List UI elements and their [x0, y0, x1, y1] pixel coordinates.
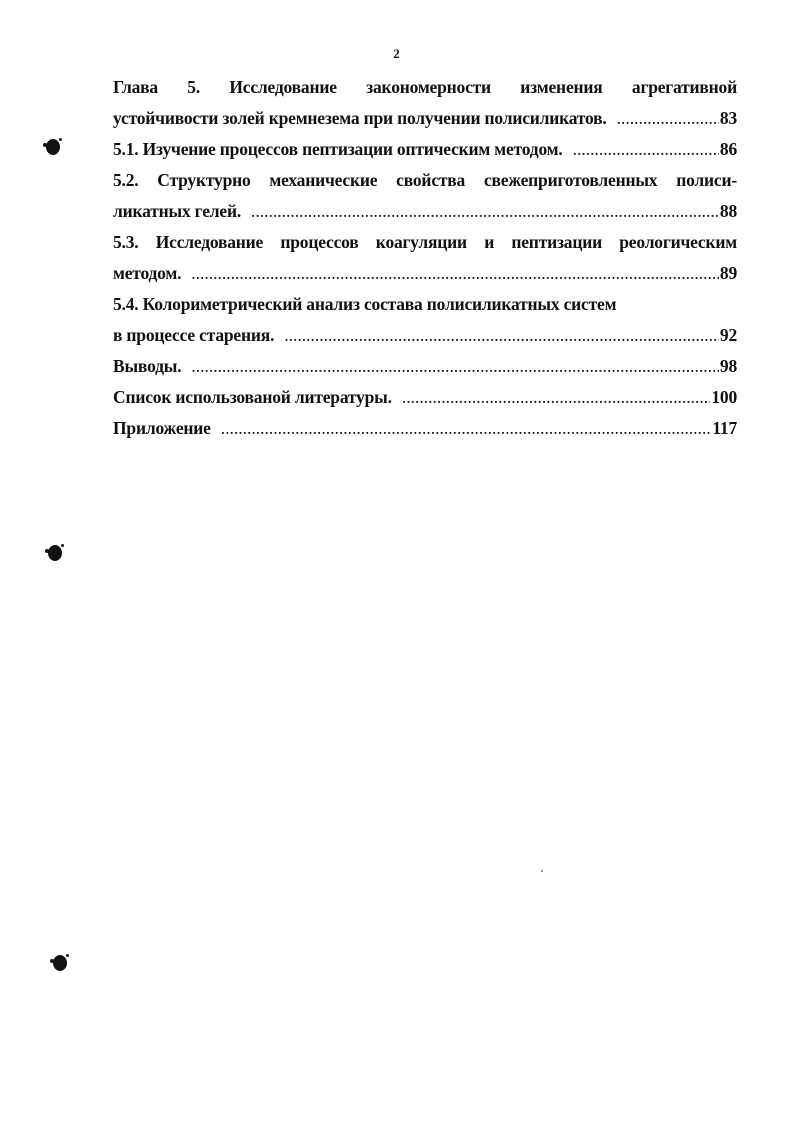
punch-hole-mark-bottom [53, 955, 67, 971]
toc-conclusions-page: 98 [719, 356, 737, 376]
toc-leader-dots [617, 103, 719, 134]
toc-appendix-title: Приложение [113, 418, 211, 438]
scan-speck [541, 870, 543, 872]
toc-section-5-4-title-line-2: в процессе старения. [113, 325, 275, 345]
toc-leader-dots [284, 320, 719, 351]
toc-chapter-5-title-line-2: устойчивости золей кремнезема при получении полисиликатов. [113, 108, 607, 128]
toc-references-page: 100 [711, 387, 737, 407]
punch-hole-mark-top [46, 139, 60, 155]
toc-section-5-2-title-line-1: 5.2. Структурно механические свойства свежеприготовленных полиси- [113, 170, 737, 190]
toc-section-5-3-title-line-2: методом. [113, 263, 182, 283]
toc-section-5-2-title-line-2: ликатных гелей. [113, 201, 242, 221]
toc-section-5-3-title-line-1: 5.3. Исследование процессов коагуляции и пептизации реологическим [113, 232, 737, 252]
toc-conclusions-title: Выводы. [113, 356, 182, 376]
toc-section-5-3-page: 89 [719, 263, 737, 283]
punch-hole-mark-middle [48, 545, 62, 561]
toc-appendix-page: 117 [712, 418, 737, 438]
toc-section-5-4-page: 92 [719, 325, 737, 345]
toc-section-5-1-page: 86 [719, 139, 737, 159]
toc-leader-dots [402, 382, 711, 413]
toc-leader-dots [251, 196, 719, 227]
toc-chapter-5-title-line-1: Глава 5. Исследование закономерности изменения агрегативной [113, 77, 737, 97]
toc-section-5-3-entry [113, 258, 737, 289]
toc-references-title: Список использованой литературы. [113, 387, 392, 407]
toc-leader-dots [191, 351, 718, 382]
toc-leader-dots [191, 258, 719, 289]
toc-leader-dots [573, 134, 719, 165]
toc-section-5-2-entry [113, 196, 737, 227]
table-of-contents [113, 72, 737, 444]
toc-section-5-4-title-line-1: 5.4. Колориметрический анализ состава полисиликатных систем [113, 294, 617, 314]
toc-chapter-5-entry [113, 103, 737, 134]
toc-chapter-5-page: 83 [719, 108, 737, 128]
toc-section-5-2-page: 88 [719, 201, 737, 221]
toc-references-entry [113, 382, 737, 413]
toc-section-5-1-entry [113, 134, 737, 165]
page-number: 2 [393, 46, 400, 61]
toc-appendix-entry [113, 413, 737, 444]
toc-section-5-4-entry [113, 320, 737, 351]
toc-leader-dots [221, 413, 712, 444]
toc-section-5-1-title: 5.1. Изучение процессов пептизации оптическим методом. [113, 139, 563, 159]
toc-conclusions-entry [113, 351, 737, 382]
